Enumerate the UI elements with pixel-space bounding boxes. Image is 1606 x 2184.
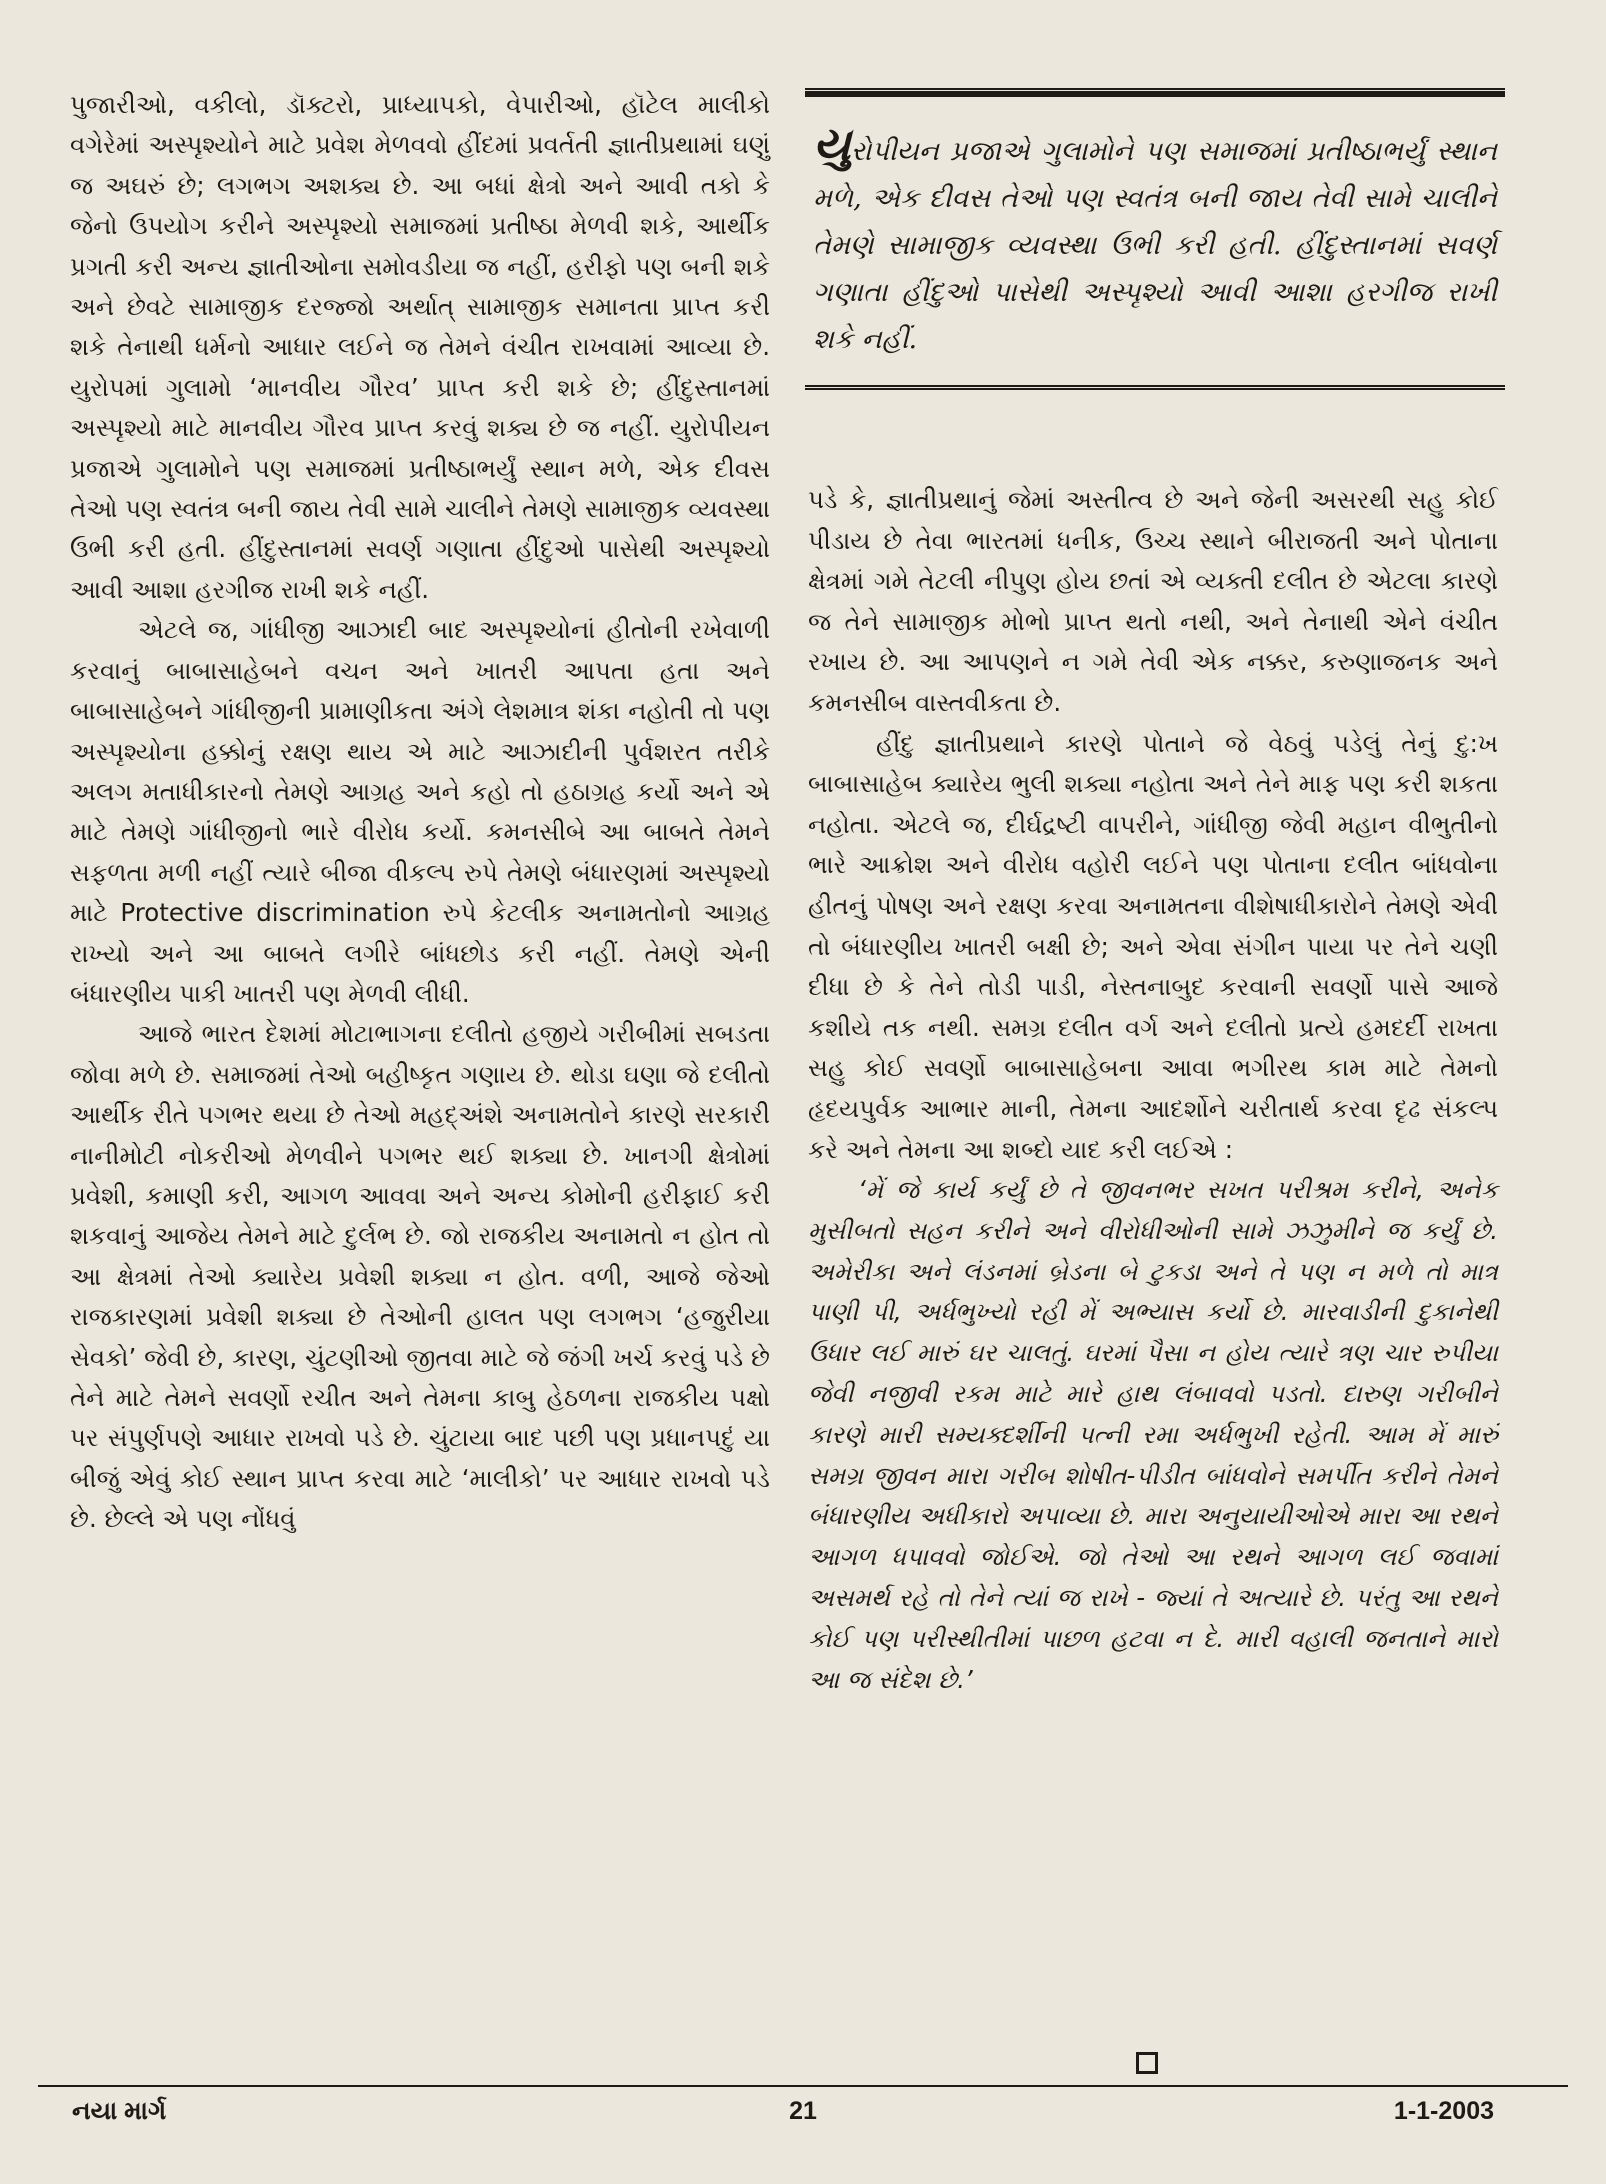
end-of-article-icon [1136,2052,1158,2074]
drop-cap: યુ [813,117,851,171]
pull-quote [805,117,1505,363]
page-footer [0,2097,1606,2137]
footer-divider [38,2085,1568,2087]
right-column [808,480,1498,1700]
paragraph: પુજારીઓ, વકીલો, ડૉક્ટરો, પ્રાધ્યાપકો, વેપારીઓ, હૉટેલ માલીકો વગેરેમાં અસ્પૃશ્યોને માટે પ્રવેશ મેળવવો હીંદમાં પ્રવર્તતી જ્ઞાતીપ્રથામાં ઘણું જ અઘરું છે; લગભગ અશક્ય છે. આ બધાં ક્ષેત્રો અને આવી તકો કે જેનો ઉપયોગ કરીને અસ્પૃશ્યો સમાજમાં પ્રતીષ્ઠા મેળવી શકે, આર્થીક પ્રગતી કરી અન્ય જ્ઞાતીઓના સમોવડીયા જ નહીં, હરીફો પણ બની શકે અને છેવટે સામાજીક દરજ્જો અર્થાત્ સામાજીક સમાનતા પ્રાપ્ત કરી શકે તેનાથી ધર્મનો આધાર લઈને જ તેમને વંચીત રાખવામાં આવ્યા છે. યુરોપમાં ગુલામો ‘માનવીય ગૌરવ’ પ્રાપ્ત કરી શકે છે; હીંદુસ્તાનમાં અસ્પૃશ્યો માટે માનવીય ગૌરવ પ્રાપ્ત કરવું શક્ય છે જ નહીં. યુરોપીયન પ્રજાએ ગુલામોને પણ સમાજમાં પ્રતીષ્ઠાભર્યું સ્થાન મળે, એક દીવસ તેઓ પણ સ્વતંત્ર બની જાય તેવી સામે ચાલીને તેમણે સામાજીક વ્યવસ્થા ઉભી કરી હતી. હીંદુસ્તાનમાં સવર્ણ ગણાતા હીંદુઓ પાસેથી અસ્પૃશ્યો આવી આશા હરગીજ રાખી શકે નહીં. [70,90,770,604]
issue-date: 1-1-2003 [1393,2097,1494,2125]
pull-quote-text: રોપીયન પ્રજાએ ગુલામોને પણ સમાજમાં પ્રતીષ્ઠાભર્યું સ્થાન મળે, એક દીવસ તેઓ પણ સ્વતંત્ર બની જાય તેવી સામે ચાલીને તેમણે સામાજીક વ્યવસ્થા ઉભી કરી હતી. હીંદુસ્તાનમાં સવર્ણ ગણાતા હીંદુઓ પાસેથી અસ્પૃશ્યો આવી આશા હરગીજ રાખી શકે નહીં. [813,136,1497,355]
pull-quote-box [805,88,1505,390]
left-column [70,85,770,1540]
paragraph: હીંદુ જ્ઞાતીપ્રથાને કારણે પોતાને જે વેઠવું પડેલું તેનું દુ:ખ બાબાસાહેબ ક્યારેય ભુલી શક્યા નહોતા અને તેને માફ પણ કરી શકતા નહોતા. એટલે જ, દીર્ઘદ્રષ્ટી વાપરીને, ગાંધીજી જેવી મહાન વીભુતીનો ભારે આક્રોશ અને વીરોધ વહોરી લઈને પણ પોતાના દલીત બાંધવોના હીતનું પોષણ અને રક્ષણ કરવા અનામતના વીશેષાધીકારોને તેમણે એવી તો બંધારણીય ખાતરી બક્ષી છે; અને એવા સંગીન પાયા પર તેને ચણી દીધા છે કે તેને તોડી પાડી, નેસ્તનાબુદ કરવાની સવર્ણો પાસે આજે કશીયે તક નથી. સમગ્ર દલીત વર્ગ અને દલીતો પ્રત્યે હમદર્દી રાખતા સહુ કોઈ સવર્ણો બાબાસાહેબના આવા ભગીરથ કામ માટે તેમનો હૃદયપુર્વક આભાર માની, તેમના આદર્શોને ચરીતાર્થ કરવા દૃઢ સંકલ્પ કરે અને તેમના આ શબ્દો યાદ કરી લઈએ : [808,728,1498,1164]
block-quote: ‘મેં જે કાર્ય કર્યું છે તે જીવનભર સખત પરીશ્રમ કરીને, અનેક મુસીબતો સહન કરીને અને વીરોધીઓની સામે ઝઝુમીને જ કર્યું છે. અમેરીકા અને લંડનમાં બ્રેડના બે ટુકડા અને તે પણ ન મળે તો માત્ર પાણી પી, અર્ધભુખ્યો રહી મેં અભ્યાસ કર્યો છે. મારવાડીની દુકાનેથી ઉધાર લઈ મારું ઘર ચાલતું. ઘરમાં પૈસા ન હોય ત્યારે ત્રણ ચાર રુપીયા જેવી નજીવી રકમ માટે મારે હાથ લંબાવવો પડતો. દારુણ ગરીબીને કારણે મારી સમ્યક્દર્શીની પત્ની રમા અર્ધભુખી રહેતી. આમ મેં મારું સમગ્ર જીવન મારા ગરીબ શોષીત-પીડીત બાંધવોને સમર્પીત કરીને તેમને બંધારણીય અધીકારો અપાવ્યા છે. મારા અનુયાયીઓએ મારા આ રથને આગળ ધપાવવો જોઈએ. જો તેઓ આ રથને આગળ લઈ જવામાં અસમર્થ રહે તો તેને ત્યાં જ રાખે - જ્યાં તે અત્યારે છે. પરંતુ આ રથને કોઈ પણ પરીસ્થીતીમાં પાછળ હટવા ન દે. મારી વહાલી જનતાને મારો આ જ સંદેશ છે.’ [808,1175,1498,1694]
paragraph: આજે ભારત દેશમાં મોટાભાગના દલીતો હજીયે ગરીબીમાં સબડતા જોવા મળે છે. સમાજમાં તેઓ બહીષ્કૃત ગણાય છે. થોડા ઘણા જે દલીતો આર્થીક રીતે પગભર થયા છે તેઓ મહદ્અંશે અનામતોને કારણે સરકારી નાનીમોટી નોકરીઓ મેળવીને પગભર થઈ શક્યા છે. ખાનગી ક્ષેત્રોમાં પ્રવેશી, કમાણી કરી, આગળ આવવા અને અન્ય કોમોની હરીફાઈ કરી શકવાનું આજેય તેમને માટે દુર્લભ છે. જો રાજકીય અનામતો ન હોત તો આ ક્ષેત્રમાં તેઓ ક્યારેય પ્રવેશી શક્યા ન હોત. વળી, આજે જેઓ રાજકારણમાં પ્રવેશી શક્યા છે તેઓની હાલત પણ લગભગ ‘હજુરીયા સેવકો’ જેવી છે, કારણ, ચુંટણીઓ જીતવા માટે જે જંગી ખર્ચ કરવું પડે છે તેને માટે તેમને સવર્ણો રચીત અને તેમના કાબુ હેઠળના રાજકીય પક્ષો પર સંપુર્ણપણે આધાર રાખવો પડે છે. ચુંટાયા બાદ પછી પણ પ્રધાનપદું યા બીજું એવું કોઈ સ્થાન પ્રાપ્ત કરવા માટે ‘માલીકો’ પર આધાર રાખવો પડે છે. છેલ્લે એ પણ નોંધવું [70,1019,770,1534]
publication-name: નયા માર્ગ [72,2097,167,2125]
divider [805,93,1505,97]
paragraph: પડે કે, જ્ઞાતીપ્રથાનું જેમાં અસ્તીત્વ છે અને જેની અસરથી સહુ કોઈ પીડાય છે તેવા ભારતમાં ધનીક, ઉચ્ચ સ્થાને બીરાજતી અને પોતાના ક્ષેત્રમાં ગમે તેટલી નીપુણ હોય છતાં એ વ્યક્તી દલીત છે એટલા કારણે જ તેને સામાજીક મોભો પ્રાપ્ત થતો નથી, અને તેનાથી એને વંચીત રખાય છે. આ આપણને ન ગમે તેવી એક નક્કર, કરુણાજનક અને કમનસીબ વાસ્તવીકતા છે. [808,485,1498,717]
paragraph: એટલે જ, ગાંધીજી આઝાદી બાદ અસ્પૃશ્યોનાં હીતોની રખેવાળી કરવાનું બાબાસાહેબને વચન અને ખાતરી આપતા હતા અને બાબાસાહેબને ગાંધીજીની પ્રામાણીકતા અંગે લેશમાત્ર શંકા નહોતી તો પણ અસ્પૃશ્યોના હક્કોનું રક્ષણ થાય એ માટે આઝાદીની પુર્વશરત તરીકે અલગ મતાધીકારનો તેમણે આગ્રહ અને કહો તો હઠાગ્રહ કર્યો અને એ માટે તેમણે ગાંધીજીનો ભારે વીરોધ કર્યો. કમનસીબે આ બાબતે તેમને સફળતા મળી નહીં ત્યારે બીજા વીકલ્પ રુપે તેમણે બંધારણમાં અસ્પૃશ્યો માટે Protective discrimination રુપે કેટલીક અનામતોનો આગ્રહ રાખ્યો અને આ બાબતે લગીરે બાંધછોડ કરી નહીં. તેમણે એની બંધારણીય પાકી ખાતરી પણ મેળવી લીધી. [70,615,770,1008]
page-number: 21 [789,2097,817,2125]
